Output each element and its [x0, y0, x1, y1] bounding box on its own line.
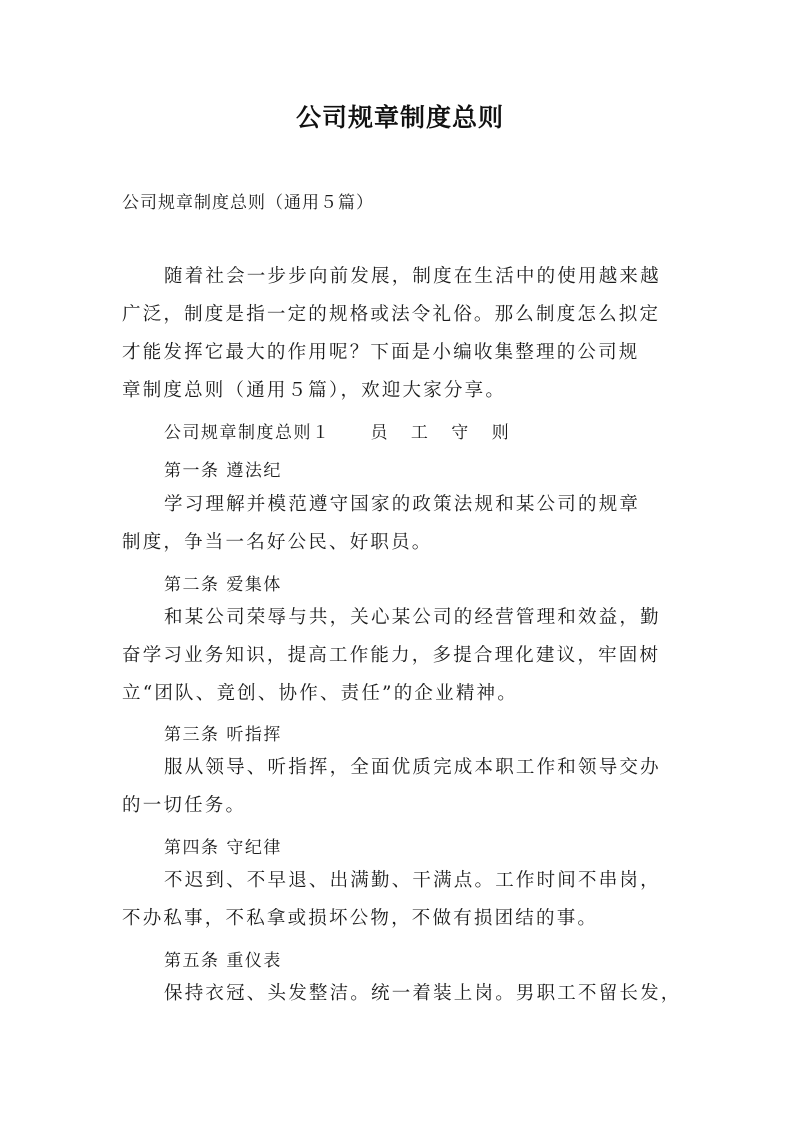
article-2-heading: 第二条 爱集体: [164, 575, 282, 595]
section-label: 公司规章制度总则１: [164, 423, 331, 443]
section-title: 员 工 守 则: [370, 423, 518, 443]
document-subtitle: 公司规章制度总则（通用５篇）: [122, 193, 374, 213]
intro-line-2: 广泛，制度是指一定的规格或法令礼俗。那么制度怎么拟定: [122, 304, 661, 325]
article-1-heading: 第一条 遵法纪: [164, 461, 282, 481]
intro-line-4: 章制度总则（通用５篇），欢迎大家分享。: [122, 380, 507, 401]
article-5-line-1: 保持衣冠、头发整洁。统一着装上岗。男职工不留长发，: [164, 983, 682, 1004]
article-3-heading: 第三条 听指挥: [164, 725, 282, 745]
article-3-line-1: 服从领导、听指挥，全面优质完成本职工作和领导交办: [164, 757, 661, 778]
article-4-heading: 第四条 守纪律: [164, 838, 282, 858]
document-title: 公司规章制度总则: [295, 103, 504, 132]
article-5-heading: 第五条 重仪表: [164, 951, 282, 971]
article-3-line-2: 的一切任务。: [122, 795, 247, 816]
article-1-line-2: 制度，争当一名好公民、好职员。: [122, 532, 433, 553]
article-1-line-1: 学习理解并模范遵守国家的政策法规和某公司的规章: [164, 494, 641, 515]
intro-line-3: 才能发挥它最大的作用呢？下面是小编收集整理的公司规: [122, 342, 640, 363]
section-heading: [164, 418, 518, 443]
article-2-line-1: 和某公司荣辱与共，关心某公司的经营管理和效益，勤: [164, 607, 661, 628]
article-4-line-1: 不迟到、不早退、出满勤、干满点。工作时间不串岗，: [164, 870, 661, 891]
article-2-line-3: 立“团队、竟创、协作、责任”的企业精神。: [122, 683, 518, 704]
article-4-line-2: 不办私事，不私拿或损坏公物，不做有损团结的事。: [122, 908, 599, 929]
intro-line-1: 随着社会一步步向前发展，制度在生活中的使用越来越: [164, 266, 661, 287]
article-2-line-2: 奋学习业务知识，提高工作能力，多提合理化建议，牢固树: [122, 645, 661, 666]
